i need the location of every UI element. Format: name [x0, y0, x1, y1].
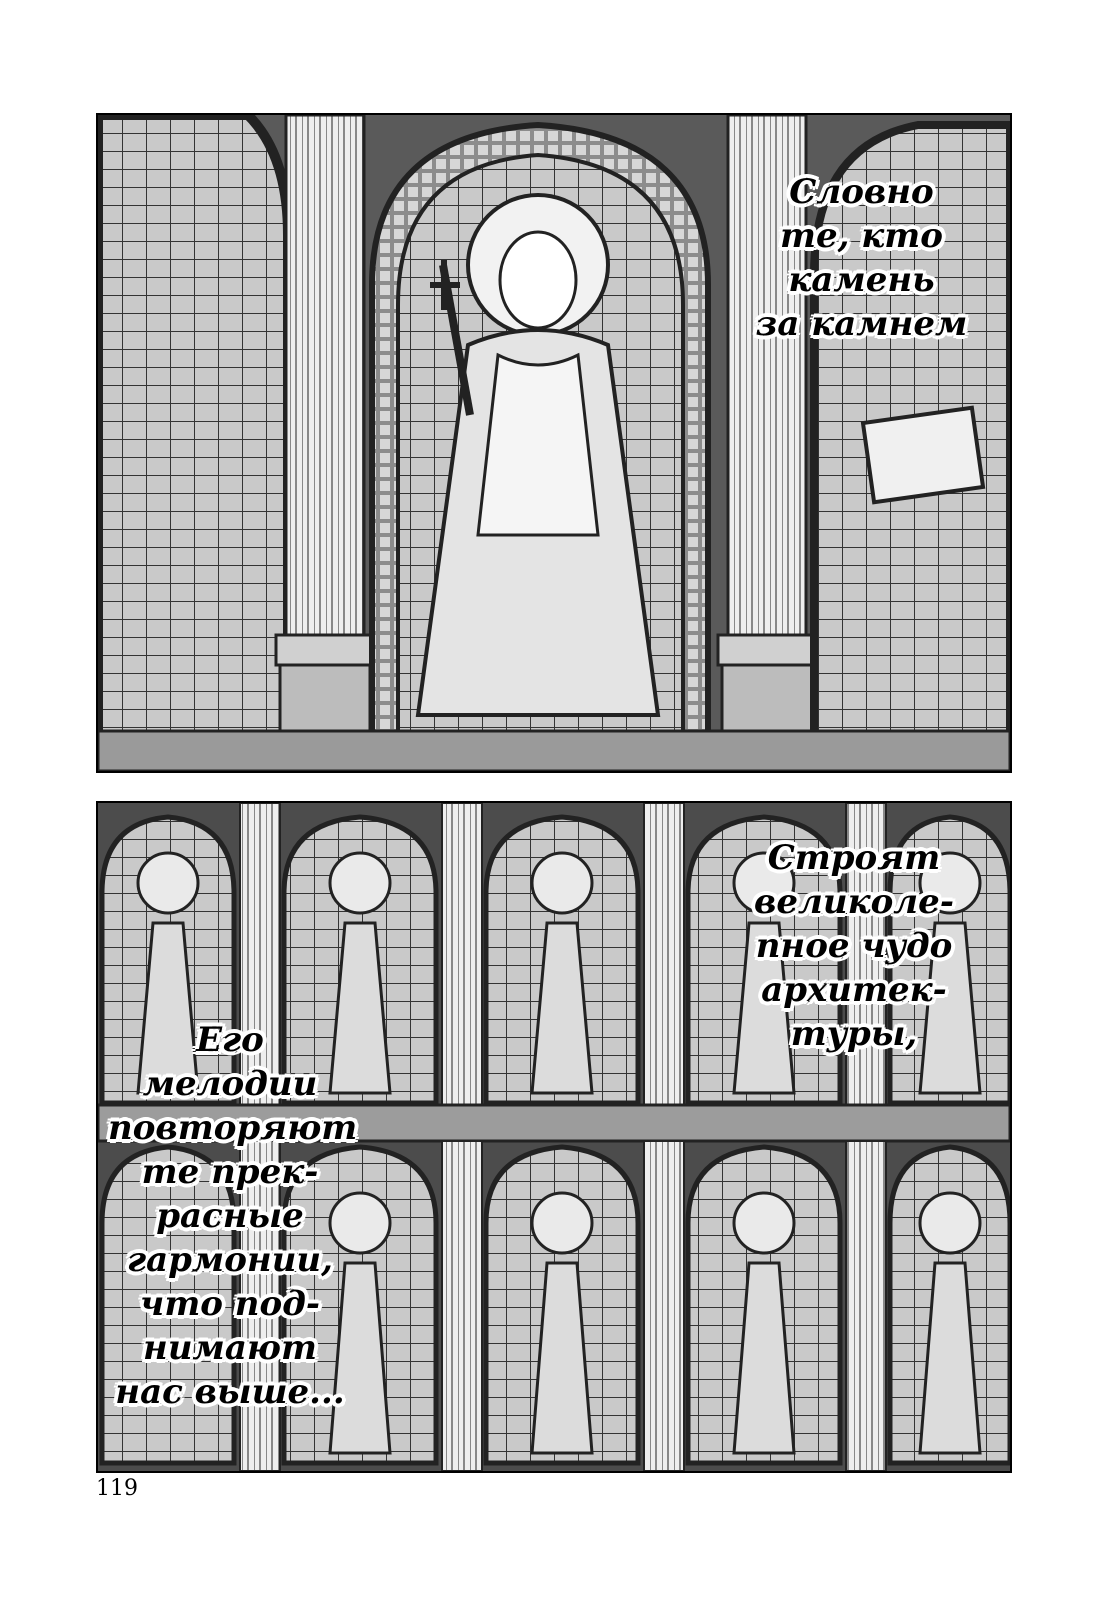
caption-line: за камнем [755, 304, 968, 344]
caption-line: те, кто [780, 216, 943, 256]
caption-line: что под- [140, 1284, 320, 1324]
caption-line: туры, [790, 1014, 918, 1054]
narration-caption-3 [108, 1018, 358, 1414]
caption-line: архитек- [761, 970, 947, 1010]
caption-line: расные [156, 1196, 304, 1236]
comic-panel-bottom [96, 801, 1012, 1473]
caption-line: великоле- [754, 882, 954, 922]
caption-line: Его [196, 1020, 264, 1060]
comic-panel-top [96, 113, 1012, 773]
caption-line: те прек- [141, 1152, 319, 1192]
caption-line: камень [788, 260, 935, 300]
page-number: 119 [96, 1476, 138, 1501]
narration-caption-1 [744, 170, 979, 346]
caption-line: нас выше... [115, 1372, 345, 1412]
caption-line: гармонии, [127, 1240, 333, 1280]
caption-line: пное чудо [755, 926, 953, 966]
narration-caption-2 [754, 836, 954, 1056]
caption-line: Словно [789, 172, 934, 212]
caption-line: Строят [767, 838, 941, 878]
caption-line: мелодии [142, 1064, 318, 1104]
caption-line: повторяют [108, 1108, 358, 1148]
caption-line: нимают [143, 1328, 317, 1368]
